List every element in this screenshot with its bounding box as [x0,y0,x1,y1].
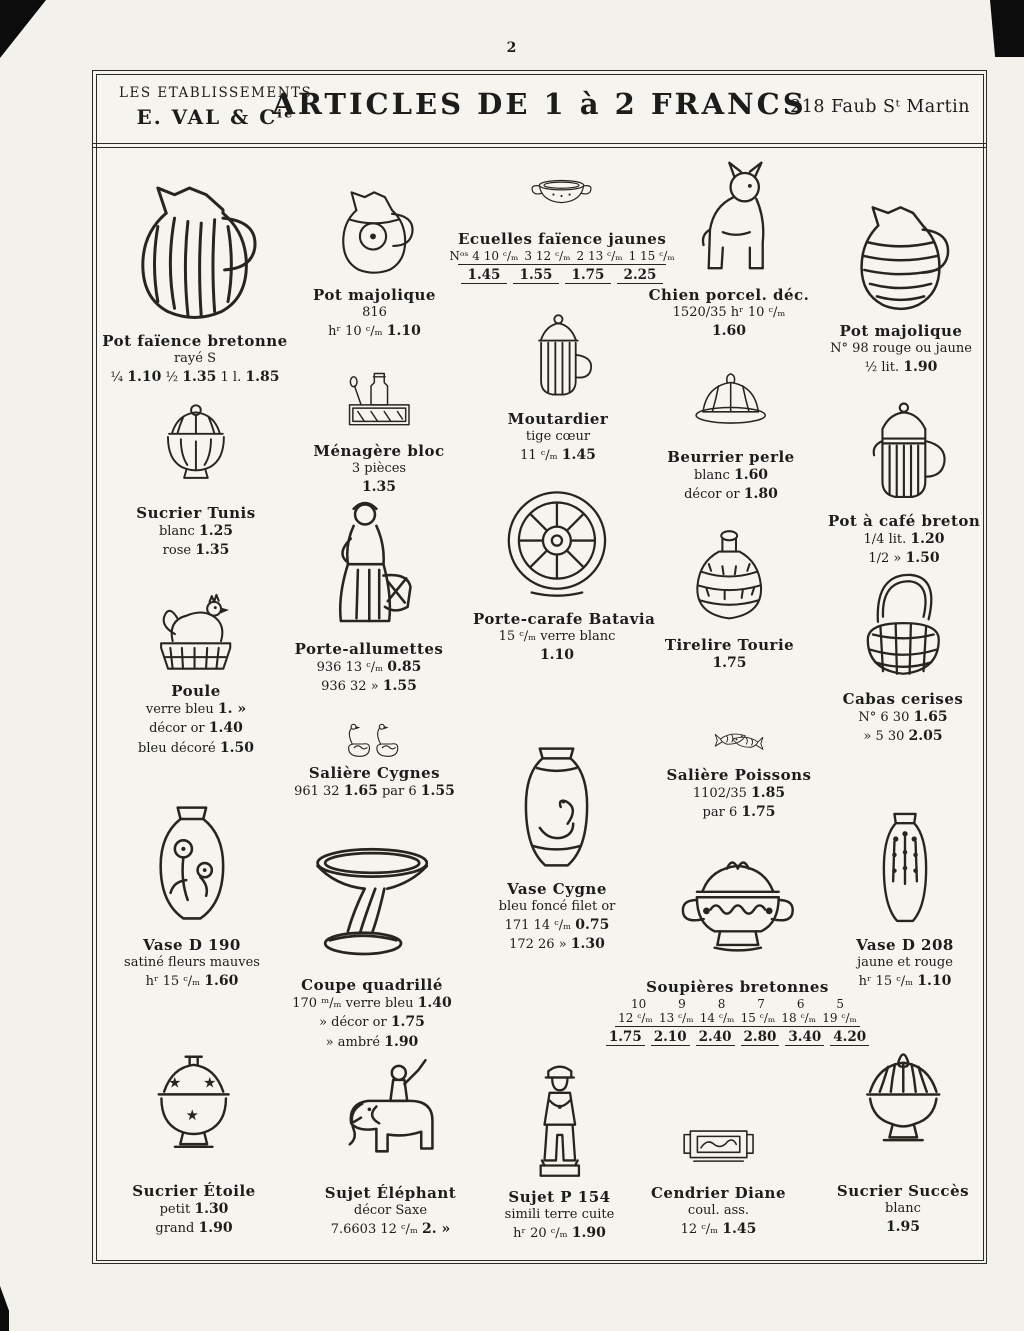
product-detail: 11 ᶜ/ₘ 1.45 [520,446,596,463]
price-cell: 2.80 [741,1029,780,1046]
product-vase-d-190 [108,786,276,991]
product-name: Pot à café breton [828,512,981,530]
size-cell: 2 13 ᶜ/ₘ [576,249,623,263]
product-name: Beurrier perle [667,448,795,466]
product-caption [297,284,452,341]
elephant-rider-icon [298,1036,483,1182]
size-cell: 8 [717,997,726,1011]
product-detail: rose 1.35 [162,542,230,559]
product-name: Sucrier Tunis [136,504,256,522]
product-caption [645,446,817,505]
product-pot-majolique-816 [297,160,452,341]
price-cell: 2.25 [617,267,663,284]
product-detail: 816 [362,305,387,320]
product-beurrier-perle [645,356,817,505]
fish-pair-icon [648,710,830,764]
product-detail: 1.75 [712,655,747,671]
product-name: Salière Cygnes [308,764,441,782]
product-detail: » ambré 1.90 [325,1033,419,1050]
product-name: Pot faïence bretonne [102,332,288,350]
product-menagere-bloc [298,354,460,497]
product-sujet-p-154 [487,960,632,1243]
size-cell: 14 ᶜ/ₘ [699,1011,735,1025]
size-cell: 18 ᶜ/ₘ [781,1011,817,1025]
product-caption [100,330,290,387]
hen-basket-icon [110,560,282,680]
product-caption [648,284,810,341]
page-number: 2 [506,40,518,56]
product-name: Vase Cygne [507,880,607,898]
vase-dots-icon [830,786,980,934]
price-cell: 1.75 [606,1029,645,1046]
beurrier-icon [645,356,817,446]
product-detail: décor or 1.40 [149,720,243,737]
page-title: ARTICLES DE 1 à 2 FRANCS [272,87,807,121]
product-caption [822,1180,984,1237]
product-poule [110,560,282,758]
product-detail: 1.35 [361,478,397,495]
product-detail: » 5 30 2.05 [863,728,943,745]
product-caption [478,408,638,465]
product-detail: jaune et rouge [857,955,953,970]
product-caption [298,440,460,497]
product-caption [449,228,675,284]
product-detail: 171 14 ᶜ/ₘ 0.75 [504,916,610,933]
product-caption [110,680,282,758]
size-cell: 13 ᶜ/ₘ [658,1011,694,1025]
product-name: Vase D 190 [143,936,241,954]
product-name: Sujet P 154 [508,1188,611,1206]
compote-icon [282,816,462,974]
product-detail: 1102/35 1.85 [692,785,786,801]
menagere-icon [298,354,460,440]
vase-flowers-icon [108,786,276,934]
jug-small-icon [297,160,452,284]
product-detail: décor or 1.80 [684,486,778,503]
svg-text:★: ★ [168,1074,182,1092]
price-table [449,249,675,284]
product-caption [282,762,467,801]
product-name: Ménagère bloc [313,442,445,460]
ecuelle-icon [458,158,666,228]
tureen-icon [615,834,860,976]
product-detail: blanc 1.60 [693,467,769,483]
price-cell: 3.40 [785,1029,824,1046]
product-detail: 1.95 [885,1218,921,1235]
basket-handle-icon [822,556,984,688]
product-detail: verre bleu 1. » [145,701,247,717]
product-detail: 7.6603 12 ᶜ/ₘ 2. » [330,1220,451,1237]
product-detail: simili terre cuite [504,1207,615,1222]
vase-swan-icon [478,676,636,878]
svg-text:★: ★ [203,1074,217,1092]
jug-striped-icon [100,156,290,330]
product-caption [648,764,830,823]
product-porte-allumettes [288,490,450,697]
product-caption [478,878,636,955]
price-cell: 1.45 [461,267,507,284]
product-detail: 936 13 ᶜ/ₘ 0.85 [316,659,422,675]
product-name: Sujet Éléphant [324,1184,457,1202]
product-name: Coupe quadrillé [301,976,443,994]
product-sucrier-succes [822,1036,984,1237]
product-detail: 1.10 [539,646,575,663]
product-caption [298,1182,483,1239]
product-name: Pot majolique [839,322,963,340]
product-detail: hʳ 20 ᶜ/ₘ 1.90 [513,1224,606,1241]
product-detail: grand 1.90 [155,1220,233,1237]
ashtray-icon [636,1090,801,1182]
dog-icon [648,150,810,284]
product-pot-a-cafe-breton [828,386,980,569]
product-name: Sucrier Étoile [132,1182,256,1200]
product-detail: 172 26 » 1.30 [509,936,605,953]
product-detail: bleu décoré 1.50 [138,739,254,756]
product-name: Soupières bretonnes [646,978,829,996]
product-chien-porcelaine [648,150,810,341]
size-cell: 12 ᶜ/ₘ [618,1011,653,1025]
product-coupe-quadrille [282,816,462,1052]
size-cell: 15 ᶜ/ₘ [740,1011,776,1025]
product-name: Porte-carafe Batavia [473,610,656,628]
size-cell: Nᵒˢ 4 10 ᶜ/ₘ [449,249,519,263]
product-detail: blanc 1.25 [158,523,234,539]
product-caption [830,934,980,991]
product-detail: ½ lit. 1.90 [864,358,938,375]
product-detail: N° 6 30 1.65 [858,709,948,725]
product-saliere-poissons [648,710,830,823]
product-pot-faience-bretonne [100,156,290,387]
price-cell: 2.40 [696,1029,735,1046]
product-detail: N° 98 rouge ou jaune [830,341,972,356]
product-detail: hʳ 10 ᶜ/ₘ 1.10 [328,322,421,339]
product-name: Porte-allumettes [294,640,444,658]
size-cell: 7 [757,997,765,1011]
product-detail: 1/2 » 1.50 [868,550,940,567]
product-vase-cygne [478,676,636,955]
sucrier-leaves-icon [822,1036,984,1180]
price-cell: 2.10 [651,1029,690,1046]
product-caption [636,1182,801,1239]
size-cell: 5 [836,997,845,1011]
product-detail: satiné fleurs mauves [124,955,260,970]
product-detail: 936 32 » 1.55 [321,678,417,695]
product-caption [112,502,280,561]
product-caption [822,688,984,747]
product-detail: ¼ 1.10 ½ 1.35 1 l. 1.85 [110,368,280,385]
product-detail: par 6 1.75 [702,804,776,821]
product-detail: bleu foncé filet or [498,899,616,914]
product-detail: blanc [885,1201,921,1216]
product-detail: hʳ 15 ᶜ/ₘ 1.10 [858,972,952,989]
wheel-icon [473,476,641,608]
size-cell: 3 12 ᶜ/ₘ [524,249,571,263]
product-name: Tirelire Tourie [664,636,795,654]
product-detail: 15 ᶜ/ₘ verre blanc [498,629,616,644]
product-name: Salière Poissons [666,766,812,784]
size-cell: 6 [796,997,805,1011]
product-caption [288,638,450,697]
product-detail: hʳ 15 ᶜ/ₘ 1.60 [145,972,239,989]
product-name: Sucrier Succès [836,1182,970,1200]
product-detail: » décor or 1.75 [319,1014,425,1031]
size-cell: 9 [678,997,686,1011]
company-name-line2: E. VAL & Cⁱᵉ [136,105,295,129]
product-detail: 170 ᵐ/ₘ verre bleu 1.40 [292,995,452,1011]
swans-icon [282,698,467,762]
product-name: Ecuelles faïence jaunes [458,230,667,248]
product-pot-majolique-98 [822,170,980,377]
product-caption [822,320,980,377]
product-sucrier-tunis [112,390,280,561]
moutardier-icon [478,302,638,408]
product-name: Cendrier Diane [650,1184,787,1202]
product-caption [487,1186,632,1243]
product-name: Poule [171,682,221,700]
size-cell: 10 [630,997,647,1011]
product-detail: coul. ass. [687,1203,750,1218]
product-name: Moutardier [507,410,609,428]
product-detail: rayé S [173,351,217,366]
product-sucrier-etoile [108,1040,280,1239]
price-cell: 1.55 [513,267,559,284]
sucrier-icon [112,390,280,502]
product-porte-carafe-batavia [473,476,656,665]
price-cell: 4.20 [830,1029,869,1046]
product-detail: 12 ᶜ/ₘ 1.45 [680,1220,757,1237]
product-caption [108,1180,280,1239]
product-sujet-elephant [298,1036,483,1239]
product-detail: 1520/35 hʳ 10 ᶜ/ₘ [672,305,786,320]
product-detail: 1/4 lit. 1.20 [863,531,945,547]
svg-text:★: ★ [185,1106,200,1124]
product-detail: 1.60 [711,322,747,339]
product-cabas-cerises [822,556,984,747]
product-name: Pot majolique [313,286,436,304]
price-cell: 1.75 [565,267,611,284]
product-detail: petit 1.30 [159,1201,229,1217]
product-detail: décor Saxe [353,1203,428,1218]
company-address: 218 Faub Sᵗ Martin [790,97,970,117]
size-cell: 19 ᶜ/ₘ [822,1011,857,1025]
company-name-line1: LES ETABLISSEMENTS [119,85,313,101]
product-soupieres-bretonnes [608,834,867,1046]
size-cell: 1 15 ᶜ/ₘ [628,249,675,263]
product-caption [108,934,276,991]
cafetiere-icon [828,386,980,510]
product-caption [652,634,807,673]
product-saliere-cygnes [282,698,467,801]
product-caption [473,608,656,665]
product-moutardier [478,302,638,465]
sucrier-stars-icon [108,1040,280,1180]
product-cendrier-diane [636,1090,801,1239]
boy-figure-icon [487,960,632,1186]
product-ecuelles-faience-jaunes [449,158,675,284]
woman-basket-icon [288,490,450,638]
product-name: Vase D 208 [856,936,954,954]
product-detail: 961 32 1.65 par 6 1.55 [294,783,455,799]
product-vase-d-208 [830,786,980,991]
product-detail: tige cœur [525,429,591,444]
product-name: Cabas cerises [842,690,964,708]
demijohn-icon [652,516,807,634]
jug-ribbed-icon [822,170,980,320]
product-tirelire-tourie [652,516,807,673]
product-detail: 3 pièces [351,461,407,476]
product-name: Chien porcel. déc. [648,286,810,304]
